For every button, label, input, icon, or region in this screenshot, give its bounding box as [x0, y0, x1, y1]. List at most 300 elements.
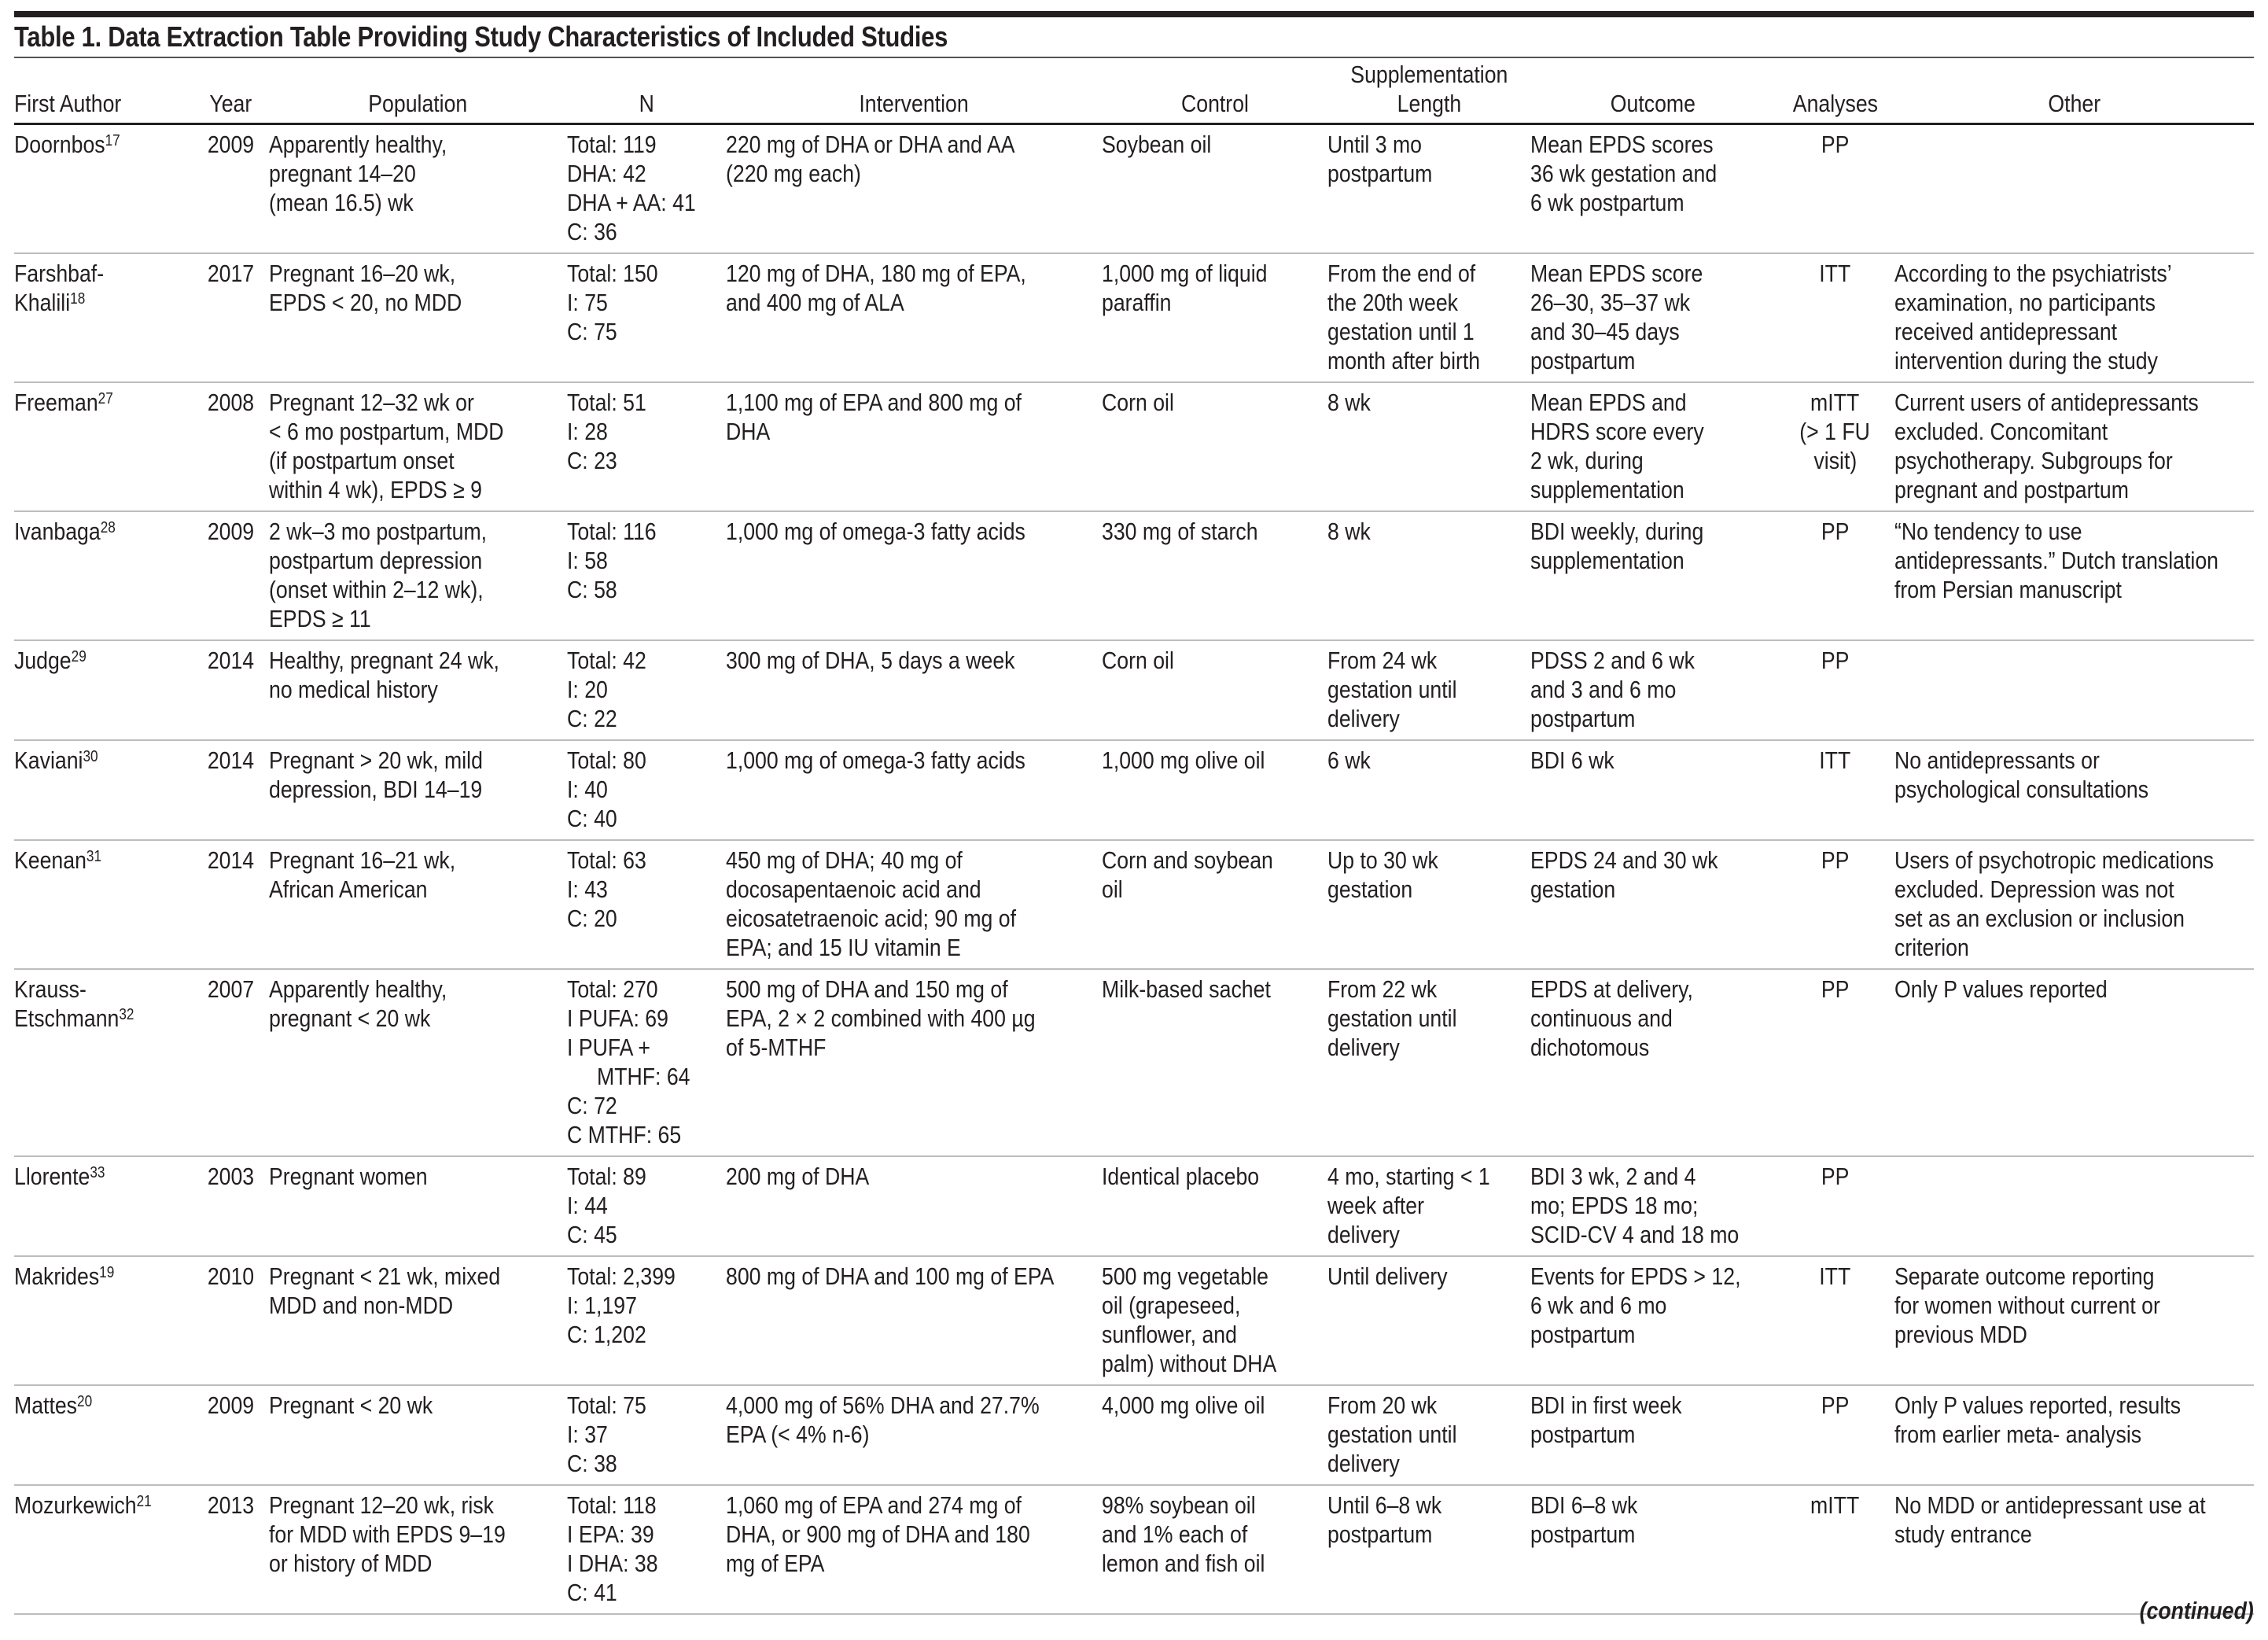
control-line [1102, 875, 1327, 904]
year-text: 2009 [207, 518, 255, 545]
other-line [1894, 517, 2254, 546]
population-line [269, 159, 567, 188]
population-line [269, 475, 567, 504]
supplementation-length-line [1327, 346, 1530, 375]
n-line [567, 1320, 726, 1349]
cell-year [193, 969, 269, 1156]
analyses-text: ITT [1819, 260, 1851, 287]
cell-supplementation-length [1327, 640, 1530, 740]
outcome-text: and 30–45 days [1530, 318, 1680, 345]
column-header-intervention [726, 60, 1102, 124]
n-text: Total: 2,399 [567, 1262, 676, 1290]
other-text: No antidepressants or [1894, 746, 2100, 774]
year-line [193, 1491, 269, 1520]
outcome-line [1530, 1220, 1776, 1249]
supplementation-length-text: postpartum [1327, 160, 1433, 187]
outcome-text: EPDS at delivery, [1530, 975, 1693, 1003]
analyses-text: PP [1821, 975, 1850, 1003]
cell-n [567, 840, 726, 969]
population-line [269, 604, 567, 633]
cell-population [269, 1485, 567, 1614]
intervention-line [726, 1549, 1102, 1578]
cell-year [193, 740, 269, 840]
table-row [14, 640, 2254, 740]
supplementation-length-text: Until 6–8 wk [1327, 1491, 1442, 1519]
n-text: C: 75 [567, 318, 617, 345]
other-text: pregnant and postpartum [1894, 476, 2129, 503]
year-line [193, 1162, 269, 1191]
header-text: Intervention [859, 90, 969, 117]
control-text: Identical placebo [1102, 1163, 1260, 1190]
cell-intervention [726, 511, 1102, 640]
n-text: C: 41 [567, 1579, 617, 1606]
header-text: N [639, 90, 654, 117]
table-row [14, 1385, 2254, 1485]
cell-analyses [1776, 740, 1894, 840]
header-row [14, 60, 2254, 124]
outcome-line [1530, 475, 1776, 504]
intervention-text: 1,060 mg of EPA and 274 mg of [726, 1491, 1022, 1519]
cell-n [567, 382, 726, 511]
cell-control [1102, 1385, 1327, 1485]
outcome-line [1530, 259, 1776, 288]
n-text: C: 22 [567, 705, 617, 732]
cell-other [1894, 382, 2254, 511]
analyses-text: PP [1821, 1391, 1850, 1419]
n-text: C: 58 [567, 576, 617, 603]
population-text: Pregnant > 20 wk, mild [269, 746, 483, 774]
supplementation-length-line [1327, 388, 1530, 417]
cell-year [193, 1385, 269, 1485]
year-text: 2009 [207, 131, 255, 158]
supplementation-length-text: Until 3 mo [1327, 131, 1423, 158]
outcome-text: Events for EPDS > 12, [1530, 1262, 1741, 1290]
outcome-line [1530, 846, 1776, 875]
other-line [1894, 1320, 2254, 1349]
intervention-line [726, 975, 1102, 1004]
other-text: previous MDD [1894, 1321, 2027, 1348]
population-line [269, 1004, 567, 1033]
cell-outcome [1530, 382, 1776, 511]
reference-superscript: 30 [83, 748, 98, 765]
population-line [269, 1291, 567, 1320]
header-line [567, 89, 726, 118]
cell-intervention [726, 1256, 1102, 1385]
header-line [1327, 89, 1530, 118]
supplementation-length-text: postpartum [1327, 1520, 1433, 1548]
n-line [567, 1520, 726, 1549]
intervention-text: 120 mg of DHA, 180 mg of EPA, [726, 260, 1026, 287]
n-line [567, 1191, 726, 1220]
n-text: C: 45 [567, 1221, 617, 1248]
header-text: Outcome [1610, 90, 1696, 117]
outcome-text: 2 wk, during [1530, 447, 1644, 474]
n-line [567, 259, 726, 288]
supplementation-length-text: 8 wk [1327, 518, 1371, 545]
cell-intervention [726, 840, 1102, 969]
control-text: and 1% each of [1102, 1520, 1248, 1548]
cell-population [269, 640, 567, 740]
cell-population [269, 740, 567, 840]
population-text: Pregnant < 21 wk, mixed [269, 1262, 501, 1290]
cell-analyses [1776, 1156, 1894, 1256]
first-author-text: Makrides$^{19}$ [14, 1262, 115, 1290]
other-text: Separate outcome reporting [1894, 1262, 2155, 1290]
other-line [1894, 1420, 2254, 1449]
cell-year [193, 253, 269, 382]
n-text: I: 44 [567, 1192, 608, 1219]
control-line [1102, 517, 1327, 546]
cell-analyses [1776, 840, 1894, 969]
population-line [269, 1262, 567, 1291]
intervention-line [726, 904, 1102, 933]
control-text: oil (grapeseed, [1102, 1292, 1241, 1319]
cell-outcome [1530, 511, 1776, 640]
population-line [269, 288, 567, 317]
table-row [14, 1256, 2254, 1385]
cell-year [193, 124, 269, 254]
control-text: palm) without DHA [1102, 1350, 1277, 1377]
n-text: Total: 118 [567, 1491, 657, 1519]
supplementation-length-text: delivery [1327, 1034, 1400, 1061]
cell-other [1894, 1156, 2254, 1256]
table-row [14, 1156, 2254, 1256]
outcome-text: Mean EPDS score [1530, 260, 1703, 287]
supplementation-length-line [1327, 1004, 1530, 1033]
year-line [193, 517, 269, 546]
cell-n [567, 640, 726, 740]
supplementation-length-text: From the end of [1327, 260, 1476, 287]
year-text: 2007 [207, 975, 255, 1003]
column-header-n [567, 60, 726, 124]
outcome-text: BDI 6–8 wk [1530, 1491, 1638, 1519]
n-line [567, 517, 726, 546]
cell-intervention [726, 1485, 1102, 1614]
n-line [567, 417, 726, 446]
intervention-line [726, 1491, 1102, 1520]
other-line [1894, 288, 2254, 317]
cell-outcome [1530, 1156, 1776, 1256]
supplementation-length-line [1327, 159, 1530, 188]
control-line [1102, 846, 1327, 875]
control-line [1102, 1520, 1327, 1549]
outcome-text: EPDS 24 and 30 wk [1530, 846, 1718, 874]
cell-other [1894, 511, 2254, 640]
intervention-text: 300 mg of DHA, 5 days a week [726, 647, 1015, 674]
n-text: Total: 80 [567, 746, 646, 774]
cell-control [1102, 740, 1327, 840]
outcome-line [1530, 1291, 1776, 1320]
intervention-text: 4,000 mg of 56% DHA and 27.7% [726, 1391, 1040, 1419]
outcome-line [1530, 675, 1776, 704]
population-text: (mean 16.5) wk [269, 189, 414, 216]
analyses-text: mITT [1810, 389, 1860, 416]
cell-year [193, 511, 269, 640]
cell-first-author [14, 1385, 193, 1485]
other-text: “No tendency to use [1894, 518, 2082, 545]
population-line [269, 417, 567, 446]
population-line [269, 575, 567, 604]
cell-supplementation-length [1327, 124, 1530, 254]
n-line [567, 1220, 726, 1249]
analyses-line [1776, 975, 1894, 1004]
other-text: Current users of antidepressants [1894, 389, 2199, 416]
outcome-line [1530, 159, 1776, 188]
outcome-text: mo; EPDS 18 mo; [1530, 1192, 1699, 1219]
n-line [567, 1091, 726, 1120]
n-text: C: 40 [567, 805, 617, 832]
other-text: criterion [1894, 934, 1969, 961]
reference-superscript: 28 [100, 519, 116, 536]
outcome-line [1530, 1191, 1776, 1220]
cell-other [1894, 1485, 2254, 1614]
other-text: No MDD or antidepressant use at [1894, 1491, 2206, 1519]
outcome-text: PDSS 2 and 6 wk [1530, 647, 1695, 674]
supplementation-length-line [1327, 1520, 1530, 1549]
table-row [14, 1485, 2254, 1614]
cell-intervention [726, 382, 1102, 511]
population-line [269, 746, 567, 775]
cell-supplementation-length [1327, 969, 1530, 1156]
supplementation-length-text: 8 wk [1327, 389, 1371, 416]
year-line [193, 975, 269, 1004]
analyses-text: mITT [1810, 1491, 1860, 1519]
other-text: set as an exclusion or inclusion [1894, 905, 2185, 932]
column-header-other [1894, 60, 2254, 124]
population-line [269, 975, 567, 1004]
population-line [269, 1520, 567, 1549]
intervention-line [726, 746, 1102, 775]
population-line [269, 1549, 567, 1578]
supplementation-length-text: gestation until [1327, 676, 1457, 703]
first-author-text: Keenan$^{31}$ [14, 846, 102, 874]
outcome-text: postpartum [1530, 347, 1636, 374]
supplementation-length-text: delivery [1327, 1450, 1400, 1477]
n-text: C: 72 [567, 1092, 617, 1119]
n-line [567, 675, 726, 704]
population-text: no medical history [269, 676, 438, 703]
outcome-text: BDI in first week [1530, 1391, 1682, 1419]
other-line [1894, 1520, 2254, 1549]
cell-analyses [1776, 124, 1894, 254]
outcome-text: supplementation [1530, 547, 1684, 574]
analyses-text: PP [1821, 846, 1850, 874]
population-text: Apparently healthy, [269, 975, 447, 1003]
population-text: Pregnant 16–20 wk, [269, 260, 456, 287]
cell-control [1102, 382, 1327, 511]
n-text: Total: 89 [567, 1163, 646, 1190]
intervention-text: EPA, 2 × 2 combined with 400 µg [726, 1004, 1036, 1032]
intervention-line [726, 288, 1102, 317]
cell-population [269, 253, 567, 382]
control-text: paraffin [1102, 289, 1172, 316]
table-row [14, 840, 2254, 969]
supplementation-length-line [1327, 317, 1530, 346]
control-text: oil [1102, 875, 1123, 903]
n-line [567, 846, 726, 875]
header-line [1776, 89, 1894, 118]
population-text: (onset within 2–12 wk), [269, 576, 484, 603]
other-line [1894, 1262, 2254, 1291]
other-line [1894, 417, 2254, 446]
n-line [567, 446, 726, 475]
first-author-line [14, 388, 193, 417]
control-line [1102, 1549, 1327, 1578]
cell-control [1102, 1485, 1327, 1614]
n-text: C: 36 [567, 218, 617, 245]
outcome-line [1530, 417, 1776, 446]
intervention-text: mg of EPA [726, 1550, 825, 1577]
cell-supplementation-length [1327, 253, 1530, 382]
control-text: Soybean oil [1102, 131, 1212, 158]
outcome-text: 26–30, 35–37 wk [1530, 289, 1691, 316]
other-line [1894, 346, 2254, 375]
outcome-text: and 3 and 6 mo [1530, 676, 1677, 703]
analyses-line [1776, 388, 1894, 417]
control-text: Milk-based sachet [1102, 975, 1271, 1003]
control-line [1102, 259, 1327, 288]
cell-first-author [14, 1485, 193, 1614]
first-author-line [14, 1391, 193, 1420]
control-line [1102, 746, 1327, 775]
analyses-text: PP [1821, 131, 1850, 158]
population-text: (if postpartum onset [269, 447, 455, 474]
analyses-line [1776, 746, 1894, 775]
column-header-control [1102, 60, 1327, 124]
control-line [1102, 1349, 1327, 1378]
cell-other [1894, 640, 2254, 740]
outcome-line [1530, 188, 1776, 217]
population-text: depression, BDI 14–19 [269, 776, 483, 803]
intervention-line [726, 417, 1102, 446]
year-text: 2003 [207, 1163, 255, 1190]
population-line [269, 1391, 567, 1420]
control-text: lemon and fish oil [1102, 1550, 1265, 1577]
other-line [1894, 975, 2254, 1004]
title-rule [14, 57, 2254, 58]
column-header-population [269, 60, 567, 124]
control-text: Corn oil [1102, 389, 1174, 416]
outcome-text: BDI 6 wk [1530, 746, 1614, 774]
other-line [1894, 846, 2254, 875]
n-text: DHA + AA: 41 [567, 189, 696, 216]
cell-outcome [1530, 124, 1776, 254]
other-line [1894, 746, 2254, 775]
other-text: for women without current or [1894, 1292, 2160, 1319]
population-text: African American [269, 875, 428, 903]
first-author-line [14, 1262, 193, 1291]
study-characteristics-table [14, 60, 2254, 1615]
first-author-line [14, 846, 193, 875]
year-text: 2017 [207, 260, 255, 287]
year-text: 2008 [207, 389, 255, 416]
n-text: I DHA: 38 [567, 1550, 658, 1577]
n-line [567, 1120, 726, 1149]
intervention-text: 220 mg of DHA or DHA and AA [726, 131, 1015, 158]
cell-year [193, 840, 269, 969]
intervention-text: DHA [726, 418, 771, 445]
n-text: I: 40 [567, 776, 608, 803]
cell-population [269, 1385, 567, 1485]
outcome-line [1530, 1420, 1776, 1449]
population-text: Apparently healthy, [269, 131, 447, 158]
other-text: from Persian manuscript [1894, 576, 2122, 603]
other-text: psychotherapy. Subgroups for [1894, 447, 2173, 474]
cell-control [1102, 511, 1327, 640]
cell-year [193, 1485, 269, 1614]
population-text: pregnant 14–20 [269, 160, 416, 187]
cell-first-author [14, 969, 193, 1156]
other-text: antidepressants.” Dutch translation [1894, 547, 2218, 574]
cell-outcome [1530, 740, 1776, 840]
other-line [1894, 388, 2254, 417]
supplementation-length-line [1327, 1033, 1530, 1062]
population-line [269, 188, 567, 217]
cell-outcome [1530, 1385, 1776, 1485]
supplementation-length-line [1327, 875, 1530, 904]
cell-outcome [1530, 969, 1776, 1156]
outcome-text: supplementation [1530, 476, 1684, 503]
population-line [269, 775, 567, 804]
header-text: Other [2048, 90, 2100, 117]
cell-outcome [1530, 840, 1776, 969]
cell-supplementation-length [1327, 511, 1530, 640]
supplementation-length-text: delivery [1327, 1221, 1400, 1248]
population-line [269, 1491, 567, 1520]
reference-superscript: 27 [98, 390, 113, 407]
outcome-text: Mean EPDS scores [1530, 131, 1714, 158]
cell-intervention [726, 1385, 1102, 1485]
n-text: I: 28 [567, 418, 608, 445]
cell-n [567, 253, 726, 382]
intervention-line [726, 130, 1102, 159]
cell-n [567, 511, 726, 640]
cell-supplementation-length [1327, 1385, 1530, 1485]
cell-first-author [14, 124, 193, 254]
header-line [1894, 89, 2254, 118]
population-text: Pregnant 12–20 wk, risk [269, 1491, 495, 1519]
other-text: Only P values reported [1894, 975, 2108, 1003]
cell-other [1894, 1385, 2254, 1485]
n-line [567, 575, 726, 604]
cell-population [269, 382, 567, 511]
year-text: 2009 [207, 1391, 255, 1419]
intervention-line [726, 875, 1102, 904]
cell-outcome [1530, 640, 1776, 740]
intervention-text: 1,100 mg of EPA and 800 mg of [726, 389, 1022, 416]
outcome-line [1530, 1391, 1776, 1420]
analyses-text: visit) [1813, 447, 1857, 474]
cell-analyses [1776, 1485, 1894, 1614]
first-author-text: Ivanbaga$^{28}$ [14, 518, 116, 545]
n-text: Total: 51 [567, 389, 646, 416]
intervention-line [726, 933, 1102, 962]
cell-control [1102, 124, 1327, 254]
n-text: I PUFA: 69 [567, 1004, 668, 1032]
other-line [1894, 775, 2254, 804]
cell-analyses [1776, 382, 1894, 511]
n-line [567, 288, 726, 317]
cell-population [269, 1156, 567, 1256]
cell-n [567, 1156, 726, 1256]
other-line [1894, 1391, 2254, 1420]
table-row [14, 740, 2254, 840]
cell-intervention [726, 124, 1102, 254]
reference-superscript: 19 [99, 1264, 115, 1281]
control-line [1102, 1162, 1327, 1191]
intervention-text: 1,000 mg of omega-3 fatty acids [726, 518, 1025, 545]
cell-intervention [726, 740, 1102, 840]
